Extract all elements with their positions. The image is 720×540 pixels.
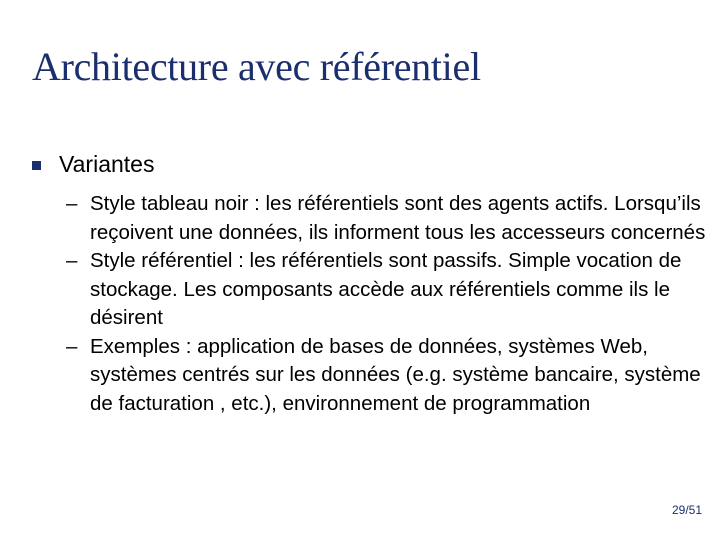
bullet-variantes [32, 150, 154, 178]
sub-bullet-item [66, 333, 706, 419]
sub-bullet-text: Style référentiel : les référentiels sont passifs. Simple vocation de stockage. Les composants accède aux référentiels comme ils le désirent [90, 249, 682, 329]
slide-title: Architecture avec référentiel [32, 44, 481, 89]
sub-bullet-text: Exemples : application de bases de données, systèmes Web, systèmes centrés sur les données (e.g. système bancaire, système de facturation , etc.), environnement de programmation [90, 334, 701, 415]
square-bullet-icon [32, 161, 41, 170]
page-number: 29/51 [671, 503, 702, 517]
bullet-label: Variantes [59, 151, 155, 177]
dash-icon: – [66, 334, 78, 358]
sub-bullet-text: Style tableau noir : les référentiels sont des agents actifs. Lorsqu’ils reçoivent une données, ils informent tous les accesseurs concernés [90, 192, 706, 244]
sub-bullet-list [66, 190, 706, 418]
sub-bullet-item [66, 247, 706, 333]
dash-icon: – [66, 192, 78, 215]
sub-bullet-item [66, 190, 706, 247]
dash-icon: – [66, 249, 78, 272]
